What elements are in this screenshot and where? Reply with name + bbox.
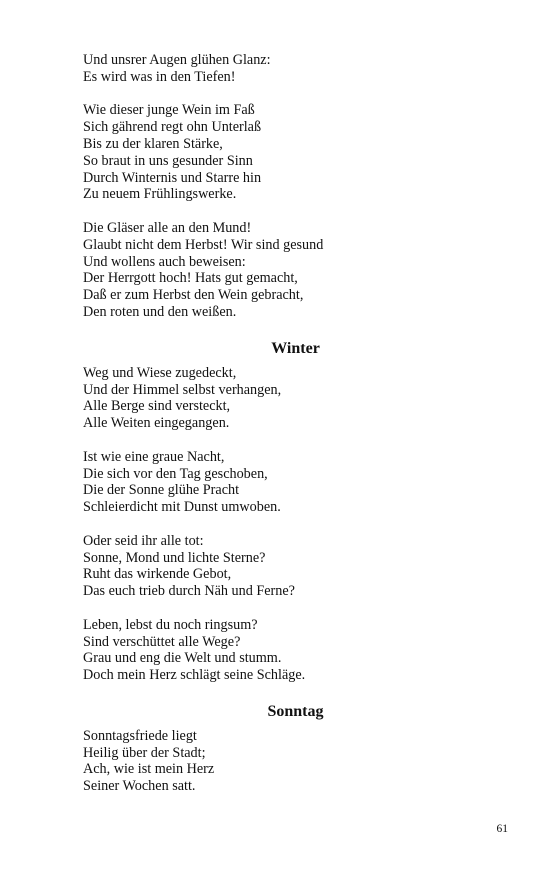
verse-line: Zu neuem Frühlingswerke. <box>83 186 237 203</box>
verse-line: Wie dieser junge Wein im Faß <box>83 102 255 119</box>
verse-line: Die der Sonne glühe Pracht <box>83 482 240 499</box>
stanza <box>83 365 508 432</box>
verse-line: Ach, wie ist mein Herz <box>83 761 215 778</box>
book-page <box>83 52 508 795</box>
verse-line: Doch mein Herz schlägt seine Schläge. <box>83 667 306 684</box>
verse-line: Und der Himmel selbst verhangen, <box>83 381 282 398</box>
stanza <box>83 102 508 203</box>
verse-line: So braut in uns gesunder Sinn <box>83 152 253 169</box>
verse-line: Schleierdicht mit Dunst umwoben. <box>83 499 281 516</box>
verse-line: Das euch trieb durch Näh und Ferne? <box>83 583 295 600</box>
verse-line: Oder seid ihr alle tot: <box>83 532 204 549</box>
poem-title: Sonntag <box>267 702 324 720</box>
verse-line: Sonne, Mond und lichte Sterne? <box>83 549 266 566</box>
poem-sonntag <box>83 702 508 795</box>
verse-line: Leben, lebst du noch ringsum? <box>83 616 258 633</box>
verse-line: Der Herrgott hoch! Hats gut gemacht, <box>83 270 298 287</box>
poem-title: Winter <box>271 339 320 357</box>
verse-line: Seiner Wochen satt. <box>83 778 196 795</box>
verse-line: Und wollens auch beweisen: <box>83 253 246 270</box>
verse-line: Sich gährend regt ohn Unterlaß <box>83 119 262 136</box>
verse-line: Grau und eng die Welt und stumm. <box>83 650 282 667</box>
verse-line: Ist wie eine graue Nacht, <box>83 448 225 465</box>
verse-line: Und unsrer Augen glühen Glanz: <box>83 52 271 68</box>
verse-line: Heilig über der Stadt; <box>83 744 206 761</box>
verse-line: Sonntagsfriede liegt <box>83 727 197 744</box>
verse-line: Die Gläser alle an den Mund! <box>83 219 252 236</box>
verse-line: Den roten und den weißen. <box>83 303 237 320</box>
verse-line: Es wird was in den Tiefen! <box>83 68 236 85</box>
verse-line: Die sich vor den Tag geschoben, <box>83 465 268 482</box>
verse-line: Alle Berge sind versteckt, <box>83 398 231 415</box>
verse-line: Ruht das wirkende Gebot, <box>83 566 232 583</box>
verse-line: Glaubt nicht dem Herbst! Wir sind gesund <box>83 236 324 253</box>
verse-line: Durch Winternis und Starre hin <box>83 169 262 186</box>
verse-line: Alle Weiten eingegangen. <box>83 415 230 432</box>
verse-line: Daß er zum Herbst den Wein gebracht, <box>83 287 304 304</box>
stanza <box>83 220 508 321</box>
poem-continuation <box>83 52 508 321</box>
stanza <box>83 533 508 600</box>
stanza <box>83 449 508 516</box>
verse-line: Sind verschüttet alle Wege? <box>83 633 241 650</box>
page-number: 61 <box>496 823 508 835</box>
verse-line: Weg und Wiese zugedeckt, <box>83 364 237 381</box>
stanza <box>83 728 508 795</box>
verse-line: Bis zu der klaren Stärke, <box>83 135 223 152</box>
stanza <box>83 52 508 86</box>
poem-winter <box>83 339 508 684</box>
stanza <box>83 617 508 684</box>
